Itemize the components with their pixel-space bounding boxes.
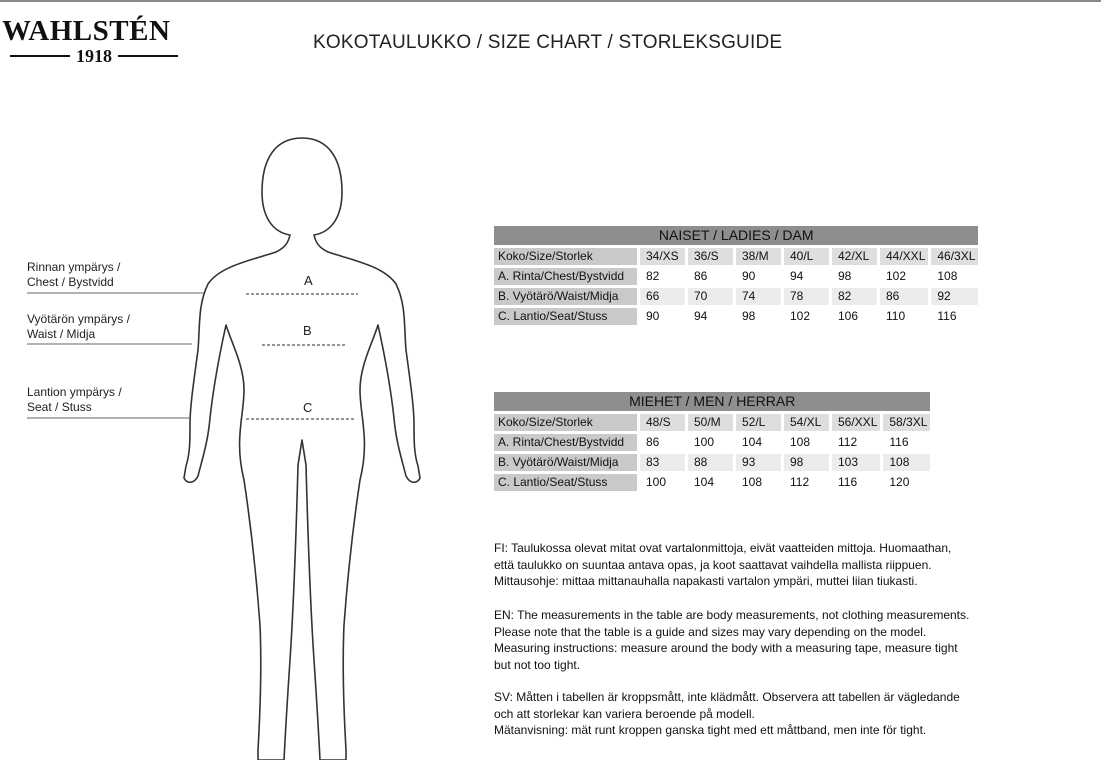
- value-cell: 116: [937, 309, 957, 323]
- size-cell: 38/M: [736, 248, 781, 265]
- size-cell: 40/L: [784, 248, 829, 265]
- men-size-table: [491, 389, 933, 494]
- note-fi: [494, 540, 1054, 590]
- note-line: Please note that the table is a guide and sizes may vary depending on the model.: [494, 624, 927, 639]
- table-row: [494, 308, 978, 325]
- brand-year: 1918: [76, 46, 112, 66]
- row-label: C. Lantio/Seat/Stuss: [494, 474, 637, 491]
- size-cell: 58/3XL: [883, 414, 930, 431]
- seat-label-line1: Lantion ympärys /: [27, 385, 122, 399]
- value-cell: 88: [688, 454, 733, 471]
- value-cell: 100: [694, 435, 715, 449]
- value-cell: 90: [646, 309, 660, 323]
- value-cell: 102: [790, 309, 811, 323]
- men-table-title: MIEHET / MEN / HERRAR: [494, 392, 930, 411]
- marker-c: C: [303, 400, 313, 415]
- seat-label: [27, 385, 122, 415]
- size-row-label: Koko/Size/Storlek: [494, 414, 637, 431]
- size-cell: 48/S: [640, 414, 685, 431]
- size-cell: 46/3XL: [931, 248, 978, 265]
- value-cell: 108: [883, 454, 930, 471]
- value-cell: 86: [646, 435, 660, 449]
- row-label: C. Lantio/Seat/Stuss: [494, 308, 637, 325]
- note-line: och att storlekar kan variera beroende på modell.: [494, 706, 755, 721]
- value-cell: 100: [646, 475, 667, 489]
- value-cell: 86: [694, 269, 708, 283]
- top-divider: [0, 0, 1101, 2]
- body-figure-illustration: [0, 120, 470, 760]
- size-row-label: Koko/Size/Storlek: [494, 248, 637, 265]
- note-line: FI: Taulukossa olevat mitat ovat vartalonmittoja, eivät vaatteiden mittoja. Huomaathan,: [494, 541, 952, 555]
- value-cell: 93: [736, 454, 781, 471]
- note-line: but not too tight.: [494, 657, 581, 672]
- size-cell: 56/XXL: [832, 414, 880, 431]
- value-cell: 90: [742, 269, 756, 283]
- value-cell: 108: [742, 475, 763, 489]
- value-cell: 94: [694, 309, 708, 323]
- size-cell: 34/XS: [640, 248, 685, 265]
- table-row: [494, 288, 978, 305]
- note-line: että taulukko on suuntaa antava opas, ja koot saattavat vaihdella mallista riippuen.: [494, 557, 932, 572]
- value-cell: 82: [646, 269, 660, 283]
- size-cell: 54/XL: [784, 414, 829, 431]
- value-cell: 106: [838, 309, 859, 323]
- value-cell: 74: [736, 288, 781, 305]
- ladies-size-table: [491, 223, 981, 328]
- value-cell: 70: [688, 288, 733, 305]
- value-cell: 102: [886, 269, 907, 283]
- chest-label: [27, 260, 120, 290]
- value-cell: 66: [640, 288, 685, 305]
- size-cell: 44/XXL: [880, 248, 928, 265]
- value-cell: 98: [838, 269, 852, 283]
- value-cell: 83: [640, 454, 685, 471]
- value-cell: 82: [832, 288, 877, 305]
- value-cell: 116: [889, 435, 909, 449]
- table-row: [494, 248, 978, 265]
- row-label: B. Vyötärö/Waist/Midja: [494, 454, 637, 471]
- value-cell: 94: [790, 269, 804, 283]
- value-cell: 116: [838, 475, 858, 489]
- note-sv: [494, 689, 1054, 739]
- value-cell: 108: [790, 435, 811, 449]
- ladies-table-title: NAISET / LADIES / DAM: [494, 226, 978, 245]
- value-cell: 110: [886, 309, 906, 323]
- value-cell: 103: [832, 454, 880, 471]
- value-cell: 78: [784, 288, 829, 305]
- marker-a: A: [304, 273, 313, 288]
- size-cell: 36/S: [688, 248, 733, 265]
- men-table-header: [494, 392, 930, 411]
- note-line: EN: The measurements in the table are body measurements, not clothing measurements.: [494, 608, 970, 622]
- body-outline: [184, 138, 420, 760]
- chest-label-line1: Rinnan ympärys /: [27, 260, 121, 274]
- waist-label-line1: Vyötärön ympärys /: [27, 312, 130, 326]
- marker-b: B: [303, 323, 312, 338]
- value-cell: 108: [937, 269, 958, 283]
- waist-label: [27, 312, 130, 342]
- value-cell: 112: [838, 435, 858, 449]
- value-cell: 92: [931, 288, 978, 305]
- brand-logo: [2, 14, 184, 66]
- note-line: Mittausohje: mittaa mittanauhalla napakasti vartalon ympäri, muttei liian tiukasti.: [494, 574, 918, 588]
- size-cell: 50/M: [688, 414, 733, 431]
- row-label: B. Vyötärö/Waist/Midja: [494, 288, 637, 305]
- note-line: Measuring instructions: measure around the body with a measuring tape, measure tight: [494, 641, 958, 655]
- note-line: Mätanvisning: mät runt kroppen ganska tight med ett måttband, men inte för tight.: [494, 723, 927, 737]
- value-cell: 112: [790, 475, 810, 489]
- value-cell: 86: [880, 288, 928, 305]
- logo-rule-left: [10, 55, 70, 57]
- page-title: KOKOTAULUKKO / SIZE CHART / STORLEKSGUIDE: [313, 32, 783, 53]
- size-cell: 52/L: [736, 414, 781, 431]
- table-row: [494, 474, 930, 491]
- row-label: A. Rinta/Chest/Bystvidd: [494, 434, 637, 451]
- note-en: [494, 607, 1054, 673]
- value-cell: 98: [784, 454, 829, 471]
- waist-label-line2: Waist / Midja: [27, 327, 96, 341]
- chest-label-line2: Chest / Bystvidd: [27, 275, 114, 289]
- logo-rule-right: [118, 55, 178, 57]
- value-cell: 104: [742, 435, 763, 449]
- seat-label-line2: Seat / Stuss: [27, 400, 92, 414]
- table-row: [494, 414, 930, 431]
- brand-name: WAHLSTÉN: [2, 15, 171, 47]
- value-cell: 104: [694, 475, 715, 489]
- ladies-table-header: [494, 226, 978, 245]
- table-row: [494, 434, 930, 451]
- value-cell: 120: [889, 475, 910, 489]
- value-cell: 98: [742, 309, 756, 323]
- table-row: [494, 454, 930, 471]
- row-label: A. Rinta/Chest/Bystvidd: [494, 268, 637, 285]
- size-cell: 42/XL: [832, 248, 877, 265]
- brand-year-row: [10, 46, 178, 66]
- note-line: SV: Måtten i tabellen är kroppsmått, inte klädmått. Observera att tabellen är vägledande: [494, 690, 960, 704]
- table-row: [494, 268, 978, 285]
